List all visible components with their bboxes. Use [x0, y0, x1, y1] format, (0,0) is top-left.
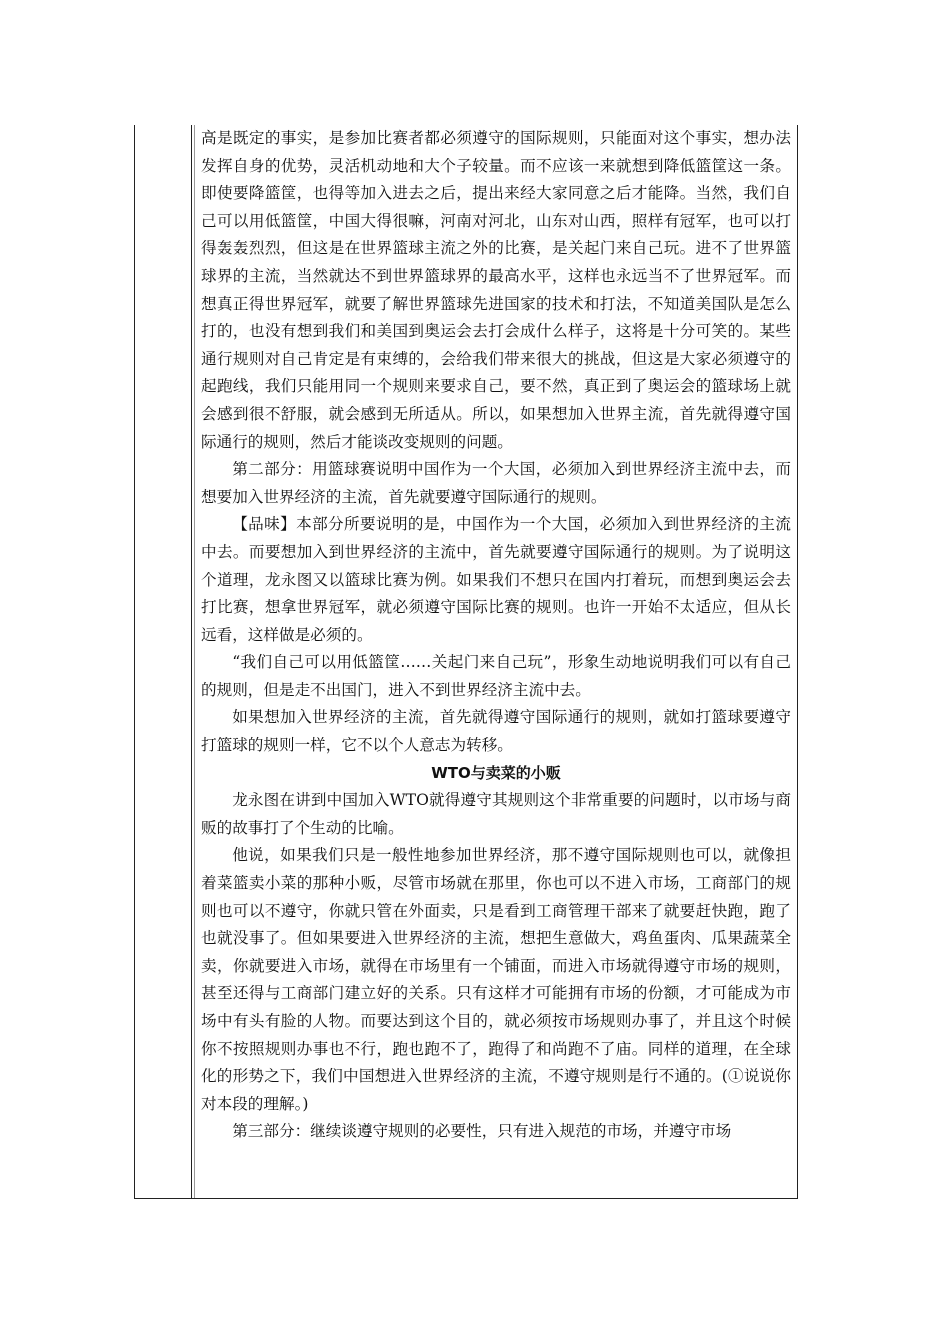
paragraph-7: 他说，如果我们只是一般性地参加世界经济，那不遵守国际规则也可以，就像担着菜篮卖小菜的那种小贩，尽管市场就在那里，你也可以不进入市场，工商部门的规则也可以不遵守，你就只管在外面卖，只是看到工商管理干部来了就要赶快跑，跑了也就没事了。但如果要进入世界经济的主流，想把生意做大，鸡鱼蛋肉、瓜果蔬菜全卖，你就要进入市场，就得在市场里有一个铺面，而进入市场就得遵守市场的规则，甚至还得与工商部门建立好的关系。只有这样才可能拥有市场的份额，才可能成为市场中有头有脸的人物。而要达到这个目的，就必须按市场规则办事了，并且这个时候你不按照规则办事也不行，跑也跑不了，跑得了和尚跑不了庙。同样的道理，在全球化的形势之下，我们中国想进入世界经济的主流，不遵守规则是行不通的。(①说说你对本段的理解。) — [201, 846, 791, 1113]
content-column — [201, 125, 797, 1198]
paragraph-3: 【品味】本部分所要说明的是，中国作为一个大国，必须加入到世界经济的主流中去。而要想加入到世界经济的主流中，首先就要遵守国际通行的规则。为了说明这个道理，龙永图又以篮球比赛为例。如果我们不想只在国内打着玩，而想到奥运会去打比赛，想拿世界冠军，就必须遵守国际比赛的规则。也许一开始不太适应，但从长远看，这样做是必须的。 — [201, 515, 791, 644]
paragraph-4: “我们自己可以用低篮筐……关起门来自己玩”，形象生动地说明我们可以有自己的规则，但是走不出国门，进入不到世界经济主流中去。 — [201, 653, 791, 699]
section-title: WTO与卖菜的小贩 — [431, 763, 561, 782]
column-separator — [191, 125, 195, 1198]
document-table — [134, 125, 798, 1199]
paragraph-8: 第三部分：继续谈遵守规则的必要性，只有进入规范的市场，并遵守市场 — [232, 1122, 732, 1141]
paragraph-2: 第二部分：用篮球赛说明中国作为一个大国，必须加入到世界经济主流中去，而想要加入世界经济的主流，首先就要遵守国际通行的规则。 — [201, 460, 791, 506]
paragraph-1: 高是既定的事实，是参加比赛者都必须遵守的国际规则，只能面对这个事实，想办法发挥自身的优势，灵活机动地和大个子较量。而不应该一来就想到降低篮筐这一条。即使要降篮筐，也得等加入进去之后，提出来经大家同意之后才能降。当然，我们自己可以用低篮筐，中国大得很嘛，河南对河北，山东对山西，照样有冠军，也可以打得轰轰烈烈，但这是在世界篮球主流之外的比赛，是关起门来自己玩。进不了世界篮球界的主流，当然就达不到世界篮球界的最高水平，这样也永远当不了世界冠军。而想真正得世界冠军，就要了解世界篮球先进国家的技术和打法，不知道美国队是怎么打的，也没有想到我们和美国到奥运会去打会成什么样子，这将是十分可笑的。某些通行规则对自己肯定是有束缚的，会给我们带来很大的挑战，但这是大家必须遵守的起跑线，我们只能用同一个规则来要求自己，要不然，真正到了奥运会的篮球场上就会感到很不舒服，就会感到无所适从。所以，如果想加入世界主流，首先就得遵守国际通行的规则，然后才能谈改变规则的问题。 — [201, 129, 791, 451]
paragraph-5: 如果想加入世界经济的主流，首先就得遵守国际通行的规则，就如打篮球要遵守打篮球的规则一样，它不以个人意志为转移。 — [201, 708, 791, 755]
paragraph-6: 龙永图在讲到中国加入WTO就得遵守其规则这个非常重要的问题时，以市场与商贩的故事打了个生动的比喻。 — [201, 791, 791, 837]
left-column — [135, 125, 191, 1198]
